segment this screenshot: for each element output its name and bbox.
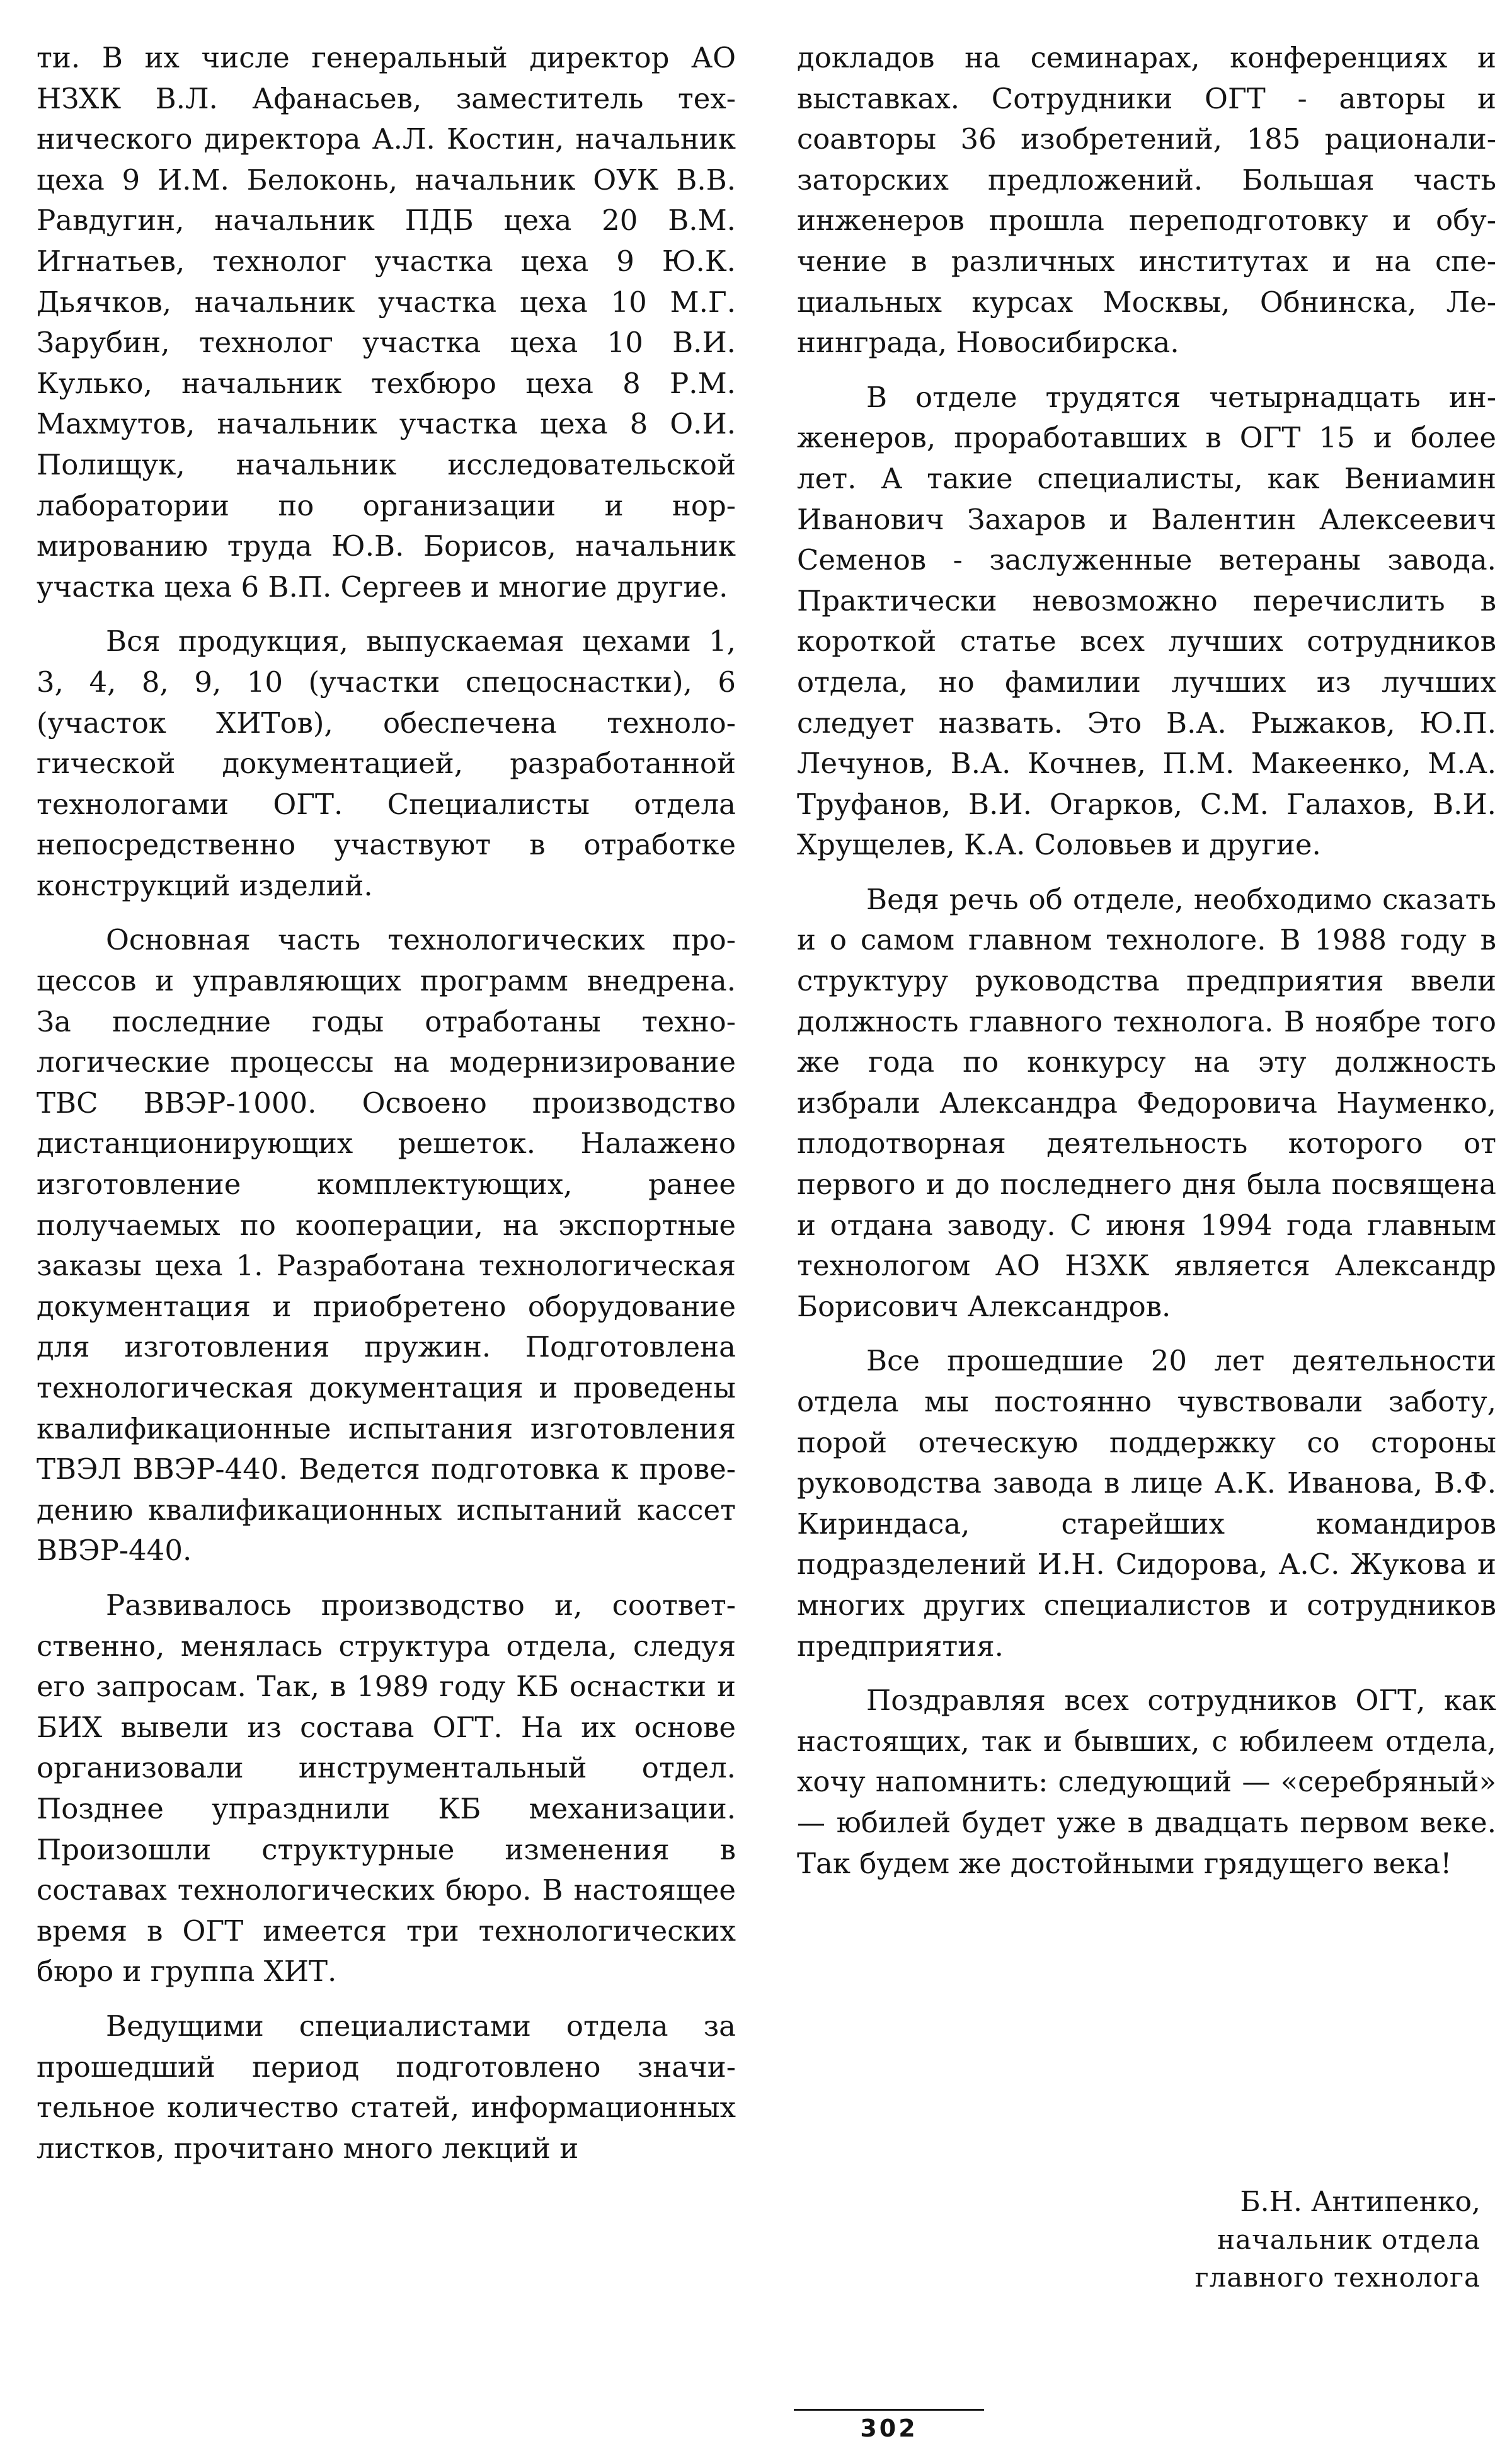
author-name: Б.Н. Антипенко, <box>1240 2186 1480 2218</box>
footer-divider <box>794 2409 984 2411</box>
paragraph: Основная часть технологических процессов и управляющих программ внедрена. За последние годы отработаны технологические процессы на модернизирование ТВС ВВЭР-1000. Освоено производство дистанционирующих решеток. Налажено изготовление комплектующих, ранее получаемых по кооперации, на экспортные заказы цеха 1. Разработана технологическая документация и приобретено оборудование для изготовления пружин. Подготовлена технологическая документация и проведены квалификационные испытания изготовления ТВЭЛ ВВЭР-440. Ведется подготовка к проведению квалификационных испытаний кассет ВВЭР-440. <box>37 923 736 1568</box>
paragraph: Вся продукция, выпускаемая цехами 1, 3, 4, 8, 9, 10 (участки спецоснастки), 6 (участок ХИТов), обеспечена технологической документацией, разработанной технологами ОГТ. Специалисты отдела непосредственно участвуют в отработке конструкций изделий. <box>37 624 736 902</box>
paragraph: В отделе трудятся четырнадцать инженеров, проработавших в ОГТ 15 и более лет. А такие специалисты, как Вениамин Иванович Захаров и Валентин Алексеевич Семенов - заслуженные ветераны завода. Практически невозможно перечислить в короткой статье всех лучших сотрудников отдела, но фамилии лучших из лучших следует назвать. Это В.А. Рыжаков, Ю.П. Лечунов, В.А. Кочнев, П.М. Макеенко, М.А. Труфанов, В.И. Огарков, С.М. Галахов, В.И. Хрущелев, К.А. Соловьев и другие. <box>797 380 1496 862</box>
paragraph: Все прошедшие 20 лет деятельности отдела мы постоянно чувствовали заботу, порой отеческую поддержку со стороны руководства завода в лице А.К. Иванова, В.Ф. Кириндаса, старейших командиров подразделений И.Н. Сидорова, А.С. Жукова и многих других специалистов и сотрудников предприятия. <box>797 1344 1496 1663</box>
paragraph: Развивалось производство и, соответственно, менялась структура отдела, следуя его запросам. Так, в 1989 году КБ оснастки и БИХ вывели из состава ОГТ. На их основе организовали инструментальный отдел. Позднее упразднили КБ механизации. Произошли структурные изменения в составах технологических бюро. В настоящее время в ОГТ имеется три технологических бюро и группа ХИТ. <box>37 1588 736 1989</box>
paragraph: ти. В их числе генеральный директор АО НЗХК В.Л. Афанасьев, заместитель технического директора А.Л. Костин, начальник цеха 9 И.М. Белоконь, начальник ОУК В.В. Равдугин, начальник ПДБ цеха 20 В.М. Игнатьев, технолог участка цеха 9 Ю.К. Дьячков, начальник участка цеха 10 М.Г. Зарубин, технолог участка цеха 10 В.И. Кулько, начальник техбюро цеха 8 Р.М. Махмутов, начальник участка цеха 8 О.И. Полищук, начальник исследовательской лаборатории по организации и нормированию труда Ю.В. Борисов, начальник участка цеха 6 В.П. Сергеев и многие другие. <box>37 41 736 604</box>
paragraph: Ведя речь об отделе, необходимо сказать и о самом главном технологе. В 1988 году в структуру руководства предприятия ввели должность главного технолога. В ноябре того же года по конкурсу на эту должность избрали Александра Федоровича Науменко, плодотворная деятельность которого от первого и до последнего дня была посвящена и отдана заводу. С июня 1994 года главным технологом АО НЗХК является Александр Борисович Александров. <box>797 882 1496 1323</box>
left-text-column <box>37 38 736 2169</box>
right-text-column <box>797 38 1496 1884</box>
paragraph: докладов на семинарах, конференциях и выставках. Сотрудники ОГТ - авторы и соавторы 36 изобретений, 185 рационализаторских предложений. Большая часть инженеров прошла переподготовку и обучение в различных институтах и на специальных курсах Москвы, Обнинска, Ленинграда, Новосибирска. <box>797 41 1496 360</box>
author-title: начальник отдела <box>1217 2224 1480 2255</box>
author-title: главного технолога <box>1194 2262 1480 2293</box>
paragraph: Ведущими специалистами отдела за прошедший период подготовлено значительное количество статей, информационных листков, прочитано много лекций и <box>37 2009 736 2165</box>
author-signature <box>1195 2183 1480 2297</box>
page-number: 302 <box>860 2414 918 2442</box>
paragraph: Поздравляя всех сотрудников ОГТ, как настоящих, так и бывших, с юбилеем отдела, хочу напомнить: следующий — «серебряный» — юбилей будет уже в двадцать первом веке. Так будем же достойными грядущего века! <box>797 1684 1496 1880</box>
